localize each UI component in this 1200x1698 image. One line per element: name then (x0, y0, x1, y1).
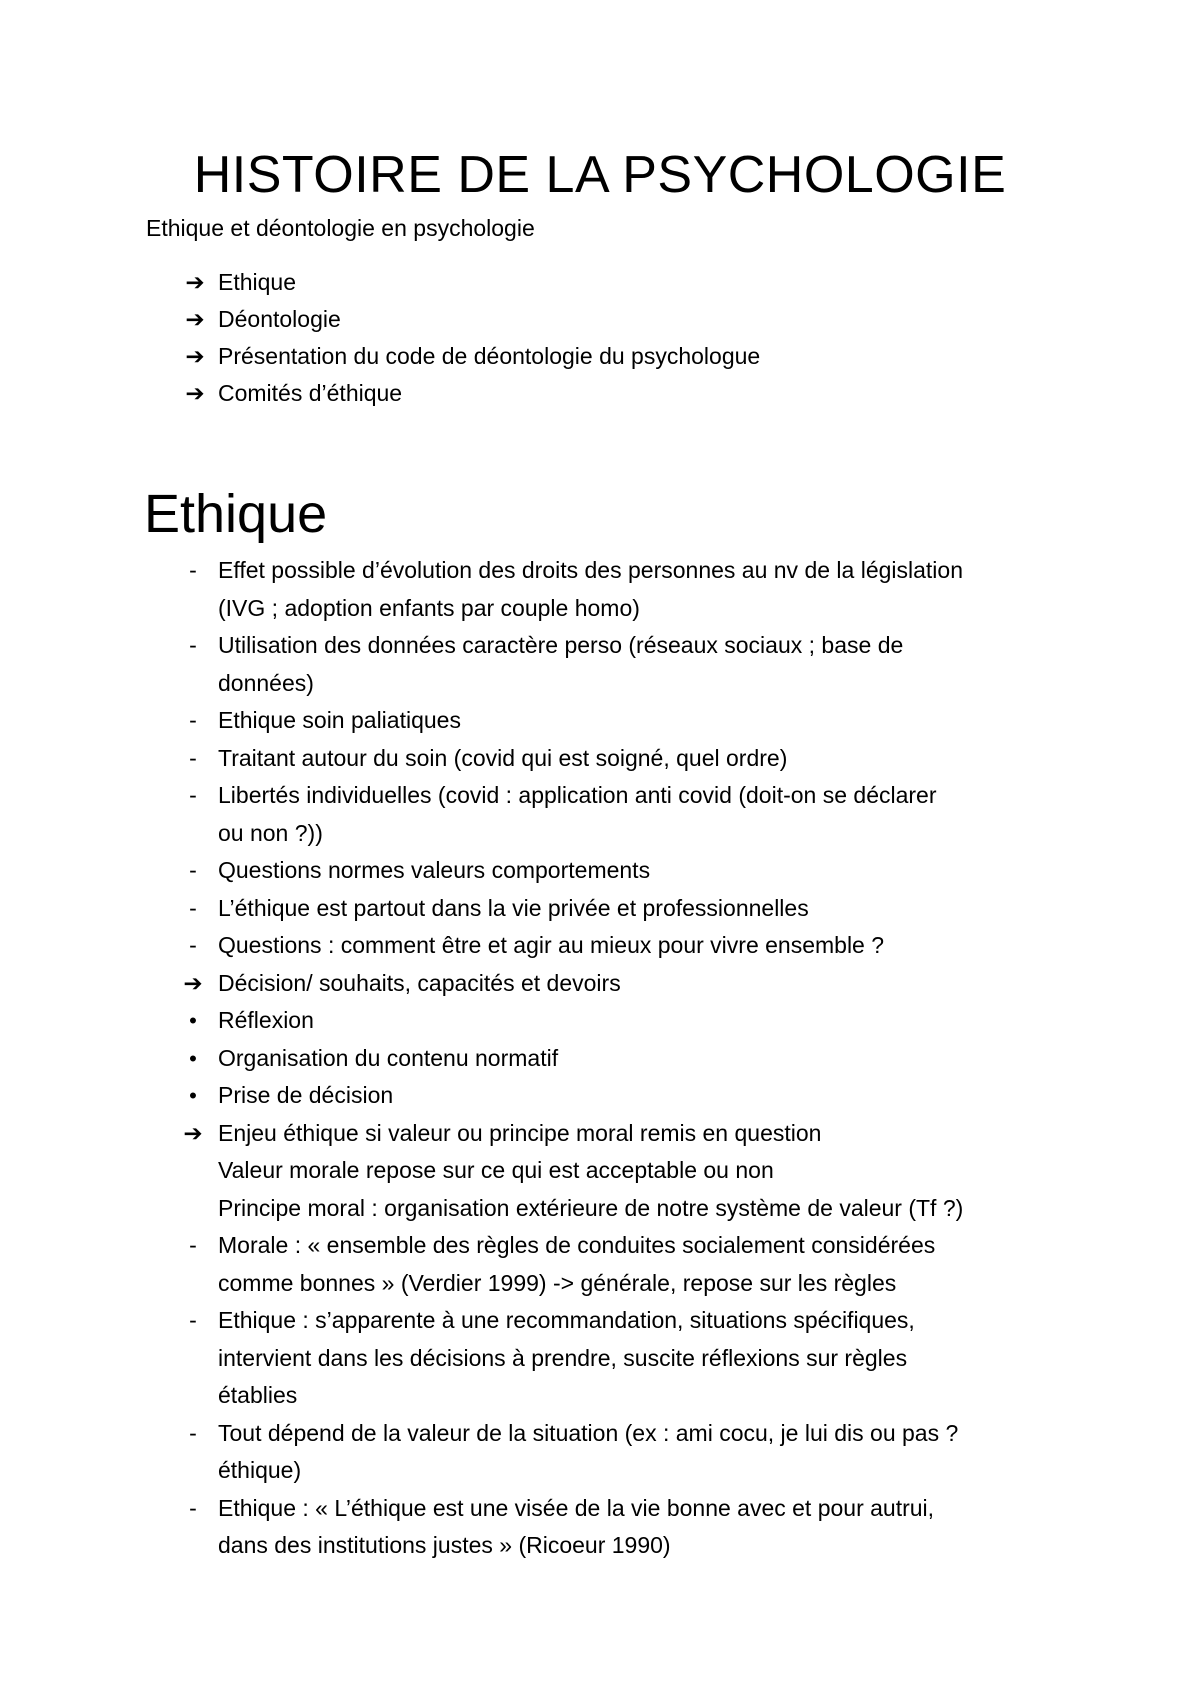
list-item (0, 1490, 1200, 1565)
list-item-text: Questions normes valeurs comportements (218, 857, 651, 883)
list-item (0, 702, 1200, 740)
toc-item (0, 338, 1200, 375)
arrow-icon: ➔ (185, 269, 205, 295)
dash-marker: - (189, 1419, 197, 1446)
toc-item (0, 375, 1200, 412)
list-item (0, 777, 1200, 852)
list-item-text: Traitant autour du soin (covid qui est soigné, quel ordre) (218, 744, 788, 771)
document-title: HISTOIRE DE LA PSYCHOLOGIE (193, 146, 1007, 204)
list-item-text: L’éthique est partout dans la vie privée et professionnelles (218, 894, 809, 921)
dash-marker: - (189, 1494, 197, 1521)
list-item (0, 1415, 1200, 1490)
list-item (0, 1077, 1200, 1115)
arrow-icon: ➔ (185, 306, 205, 332)
list-item (0, 627, 1200, 702)
list-item-text: Ethique soin paliatiques (218, 707, 461, 733)
list-item-text: éthique) (218, 1457, 302, 1483)
document-subtitle: Ethique et déontologie en psychologie (146, 215, 535, 241)
bullet-icon: • (189, 1008, 197, 1033)
toc-item-label: Déontologie (218, 306, 341, 332)
list-item-text: intervient dans les décisions à prendre, suscite réflexions sur règles (218, 1344, 908, 1371)
toc-item-label: Ethique (218, 269, 297, 295)
dash-marker: - (189, 744, 197, 771)
list-item (0, 890, 1200, 928)
list-item (0, 552, 1200, 627)
list-item-text: Effet possible d’évolution des droits des personnes au nv de la législation (218, 557, 963, 583)
list-item-text: Réflexion (218, 1007, 314, 1033)
list-item-text: Ethique : « L’éthique est une visée de la vie bonne avec et pour autrui, (218, 1494, 935, 1521)
dash-marker: - (189, 1232, 197, 1258)
list-item-text: Organisation du contenu normatif (218, 1044, 559, 1071)
list-item-text: ou non ?)) (218, 819, 323, 846)
list-item-text: Tout dépend de la valeur de la situation (ex : ami cocu, je lui dis ou pas ? (218, 1419, 959, 1446)
bullet-icon: • (189, 1045, 197, 1071)
list-item-text: (IVG ; adoption enfants par couple homo) (218, 594, 640, 621)
list-item-text: Principe moral : organisation extérieure de notre système de valeur (Tf ?) (218, 1194, 964, 1221)
list-item-text: établies (218, 1382, 298, 1408)
toc-item-label: Présentation du code de déontologie du psychologue (218, 343, 761, 369)
dash-marker: - (189, 632, 197, 658)
bullet-icon: • (189, 1083, 197, 1108)
list-item-text: données) (218, 669, 314, 696)
arrow-icon: ➔ (185, 343, 205, 369)
list-item (0, 1227, 1200, 1302)
dash-marker: - (189, 1307, 197, 1333)
section-heading: Ethique (144, 484, 328, 544)
toc-item-label: Comités d’éthique (218, 380, 403, 406)
list-item-text: Prise de décision (218, 1082, 394, 1108)
list-item-text: Questions : comment être et agir au mieux pour vivre ensemble ? (218, 932, 885, 958)
list-item-text: Décision/ souhaits, capacités et devoirs (218, 969, 621, 996)
dash-marker: - (189, 894, 197, 921)
list-item (0, 1302, 1200, 1415)
arrow-icon: ➔ (185, 380, 205, 406)
dash-marker: - (189, 782, 197, 808)
dash-marker: - (189, 932, 197, 958)
list-item (0, 927, 1200, 965)
list-item (0, 965, 1200, 1003)
list-item-text: Morale : « ensemble des règles de conduites socialement considérées (218, 1232, 936, 1258)
list-item (0, 1115, 1200, 1228)
list-item (0, 1040, 1200, 1078)
list-item-text: Ethique : s’apparente à une recommandation, situations spécifiques, (218, 1307, 915, 1333)
arrow-icon: ➔ (183, 1119, 203, 1146)
list-item-text: comme bonnes » (Verdier 1999) -> générale, repose sur les règles (218, 1269, 897, 1296)
table-of-contents (0, 264, 1200, 412)
arrow-icon: ➔ (183, 969, 203, 996)
list-item-text: dans des institutions justes » (Ricoeur 1990) (218, 1532, 671, 1558)
toc-item (0, 301, 1200, 338)
list-item-text: Enjeu éthique si valeur ou principe moral remis en question (218, 1119, 822, 1146)
list-item-text: Valeur morale repose sur ce qui est acceptable ou non (218, 1157, 774, 1183)
list-item (0, 852, 1200, 890)
dash-marker: - (189, 707, 197, 733)
list-item-text: Utilisation des données caractère perso (réseaux sociaux ; base de (218, 632, 904, 658)
dash-marker: - (189, 557, 197, 583)
list-item-text: Libertés individuelles (covid : application anti covid (doit-on se déclarer (218, 782, 937, 808)
list-item (0, 1002, 1200, 1040)
dash-marker: - (189, 857, 197, 883)
toc-item (0, 264, 1200, 301)
section-content-list (0, 552, 1200, 1565)
list-item (0, 740, 1200, 778)
